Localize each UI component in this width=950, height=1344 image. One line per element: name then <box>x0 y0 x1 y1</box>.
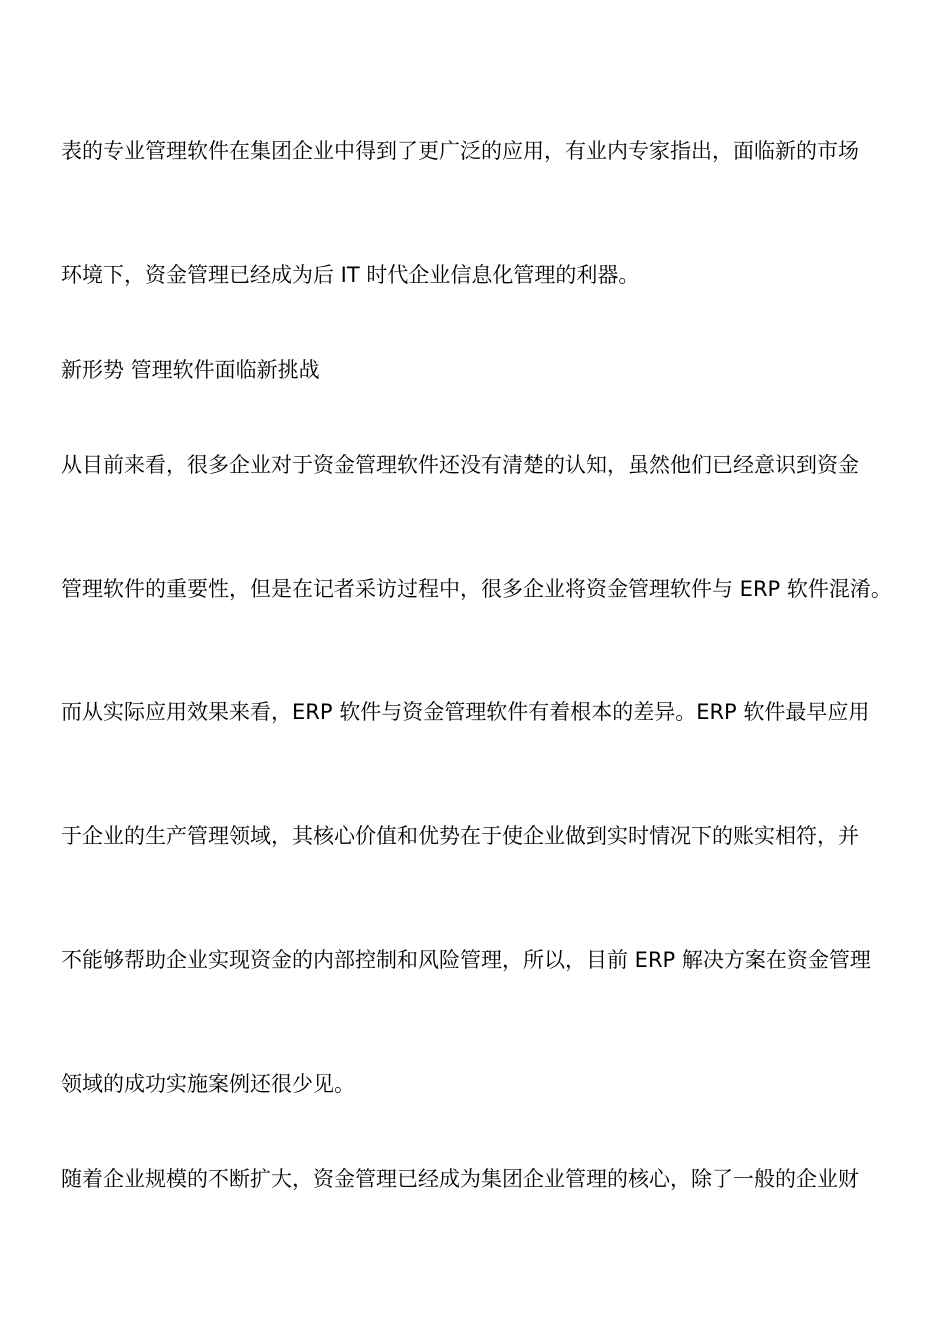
paragraph-line: 随着企业规模的不断扩大，资金管理已经成为集团企业管理的核心，除了一般的企业财 <box>61 1167 859 1191</box>
paragraph-line: 从目前来看，很多企业对于资金管理软件还没有清楚的认知，虽然他们已经意识到资金 <box>61 453 859 477</box>
paragraph-line: 管理软件的重要性，但是在记者采访过程中，很多企业将资金管理软件与 ERP 软件混淆。 <box>61 577 892 601</box>
paragraph-line: 领域的成功实施案例还很少见。 <box>61 1072 355 1096</box>
section-heading: 新形势 管理软件面临新挑战 <box>61 358 320 382</box>
paragraph-line: 表的专业管理软件在集团企业中得到了更广泛的应用，有业内专家指出，面临新的市场 <box>61 139 859 163</box>
paragraph-line: 而从实际应用效果来看，ERP 软件与资金管理软件有着根本的差异。ERP 软件最早应用 <box>61 700 870 724</box>
paragraph-line: 环境下，资金管理已经成为后 IT 时代企业信息化管理的利器。 <box>61 263 640 287</box>
paragraph-line: 于企业的生产管理领域，其核心价值和优势在于使企业做到实时情况下的账实相符，并 <box>61 824 859 848</box>
paragraph-line: 不能够帮助企业实现资金的内部控制和风险管理，所以，目前 ERP 解决方案在资金管理 <box>61 948 871 972</box>
